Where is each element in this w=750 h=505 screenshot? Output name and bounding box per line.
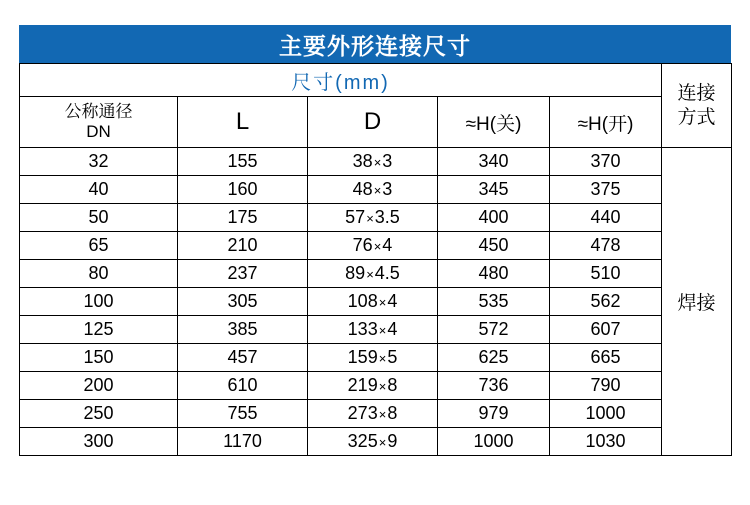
table-group-header-row [20, 64, 732, 97]
title-bar [19, 25, 731, 63]
cell-dn: 150 [20, 344, 178, 372]
cell-h-open: 790 [550, 372, 662, 400]
column-header-h-closed: ≈H(关) [438, 97, 550, 148]
cell-l: 755 [178, 400, 308, 428]
cell-l: 175 [178, 204, 308, 232]
table-row [20, 344, 732, 372]
cell-h-closed: 572 [438, 316, 550, 344]
cell-h-closed: 400 [438, 204, 550, 232]
cell-h-open: 665 [550, 344, 662, 372]
cell-l: 237 [178, 260, 308, 288]
cell-d: 76×4 [308, 232, 438, 260]
cell-h-open: 440 [550, 204, 662, 232]
cell-h-closed: 345 [438, 176, 550, 204]
cell-h-open: 370 [550, 148, 662, 176]
cell-d: 108×4 [308, 288, 438, 316]
cell-l: 155 [178, 148, 308, 176]
cell-h-closed: 625 [438, 344, 550, 372]
cell-dn: 100 [20, 288, 178, 316]
cell-d: 133×4 [308, 316, 438, 344]
cell-l: 1170 [178, 428, 308, 456]
cell-l: 305 [178, 288, 308, 316]
cell-dn: 65 [20, 232, 178, 260]
column-header-l: L [178, 97, 308, 148]
cell-h-open: 478 [550, 232, 662, 260]
cell-d: 273×8 [308, 400, 438, 428]
table-row [20, 400, 732, 428]
cell-l: 160 [178, 176, 308, 204]
cell-h-open: 375 [550, 176, 662, 204]
cell-h-open: 510 [550, 260, 662, 288]
cell-dn: 32 [20, 148, 178, 176]
cell-h-closed: 736 [438, 372, 550, 400]
column-header-dn [20, 97, 178, 148]
cell-d: 57×3.5 [308, 204, 438, 232]
cell-dn: 300 [20, 428, 178, 456]
connection-group-header-line1: 连接 [677, 82, 716, 104]
page-title: 主要外形连接尺寸 [279, 32, 471, 59]
table-column-header-row [20, 97, 732, 148]
cell-h-closed: 979 [438, 400, 550, 428]
cell-h-closed: 450 [438, 232, 550, 260]
cell-dn: 125 [20, 316, 178, 344]
dimension-group-header: 尺寸(mm) [20, 64, 662, 97]
table-row [20, 316, 732, 344]
table-row [20, 372, 732, 400]
cell-d: 219×8 [308, 372, 438, 400]
cell-d: 48×3 [308, 176, 438, 204]
cell-dn: 250 [20, 400, 178, 428]
cell-dn: 50 [20, 204, 178, 232]
table-row [20, 428, 732, 456]
cell-d: 38×3 [308, 148, 438, 176]
cell-dn: 200 [20, 372, 178, 400]
table-row [20, 176, 732, 204]
cell-d: 159×5 [308, 344, 438, 372]
column-header-d: D [308, 97, 438, 148]
table-row [20, 288, 732, 316]
table-row [20, 232, 732, 260]
table-row [20, 260, 732, 288]
cell-h-open: 607 [550, 316, 662, 344]
connection-group-header [662, 64, 732, 148]
column-header-dn-line1: 公称通径 [64, 101, 133, 121]
cell-connection-type: 焊接 [662, 148, 732, 456]
cell-h-closed: 1000 [438, 428, 550, 456]
cell-h-open: 562 [550, 288, 662, 316]
table-row [20, 204, 732, 232]
cell-d: 325×9 [308, 428, 438, 456]
cell-h-open: 1030 [550, 428, 662, 456]
cell-h-closed: 340 [438, 148, 550, 176]
dimension-table [19, 63, 732, 456]
cell-l: 385 [178, 316, 308, 344]
cell-h-open: 1000 [550, 400, 662, 428]
cell-h-closed: 535 [438, 288, 550, 316]
table-row [20, 148, 732, 176]
cell-h-closed: 480 [438, 260, 550, 288]
cell-d: 89×4.5 [308, 260, 438, 288]
column-header-h-open: ≈H(开) [550, 97, 662, 148]
cell-dn: 80 [20, 260, 178, 288]
column-header-dn-line2: DN [86, 122, 111, 141]
cell-l: 610 [178, 372, 308, 400]
cell-l: 210 [178, 232, 308, 260]
cell-l: 457 [178, 344, 308, 372]
connection-group-header-line2: 方式 [677, 106, 716, 128]
cell-dn: 40 [20, 176, 178, 204]
